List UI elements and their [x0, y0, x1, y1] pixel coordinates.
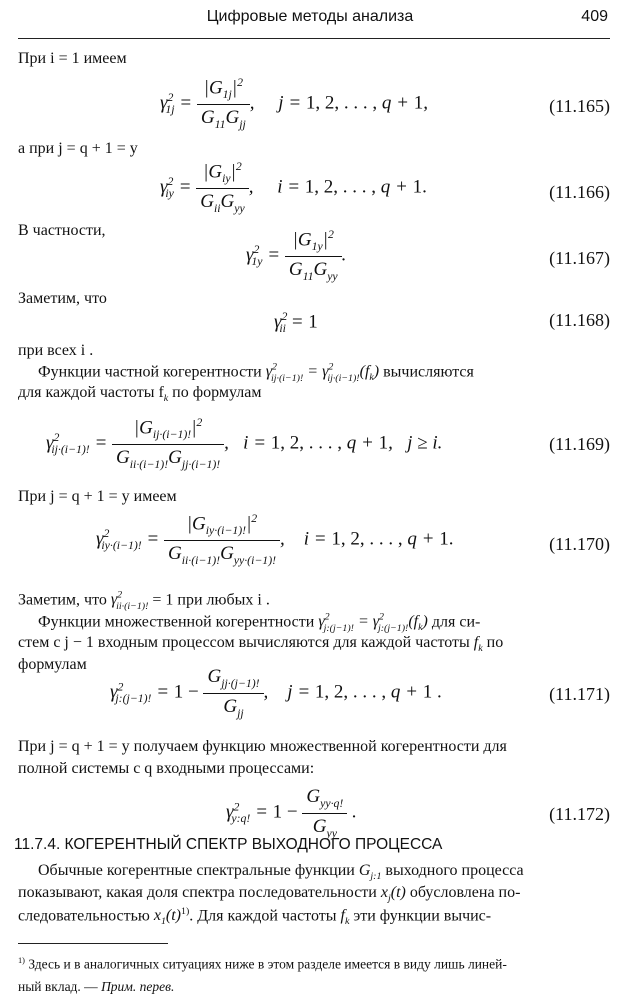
- equation-number: (11.166): [549, 182, 610, 202]
- equation-11-172: $\gamma^2_{y:q!} = 1$ − $\frac{G_{yy\cdot q!}}{G_{yy}}$ .: [226, 786, 357, 840]
- equation-11-166: $\gamma^2_{iy}$ = $\frac{|G_{iy}|^2}{G_{ii}G_{yy}}$ , i = 1, 2, . . . , q + 1.: [160, 160, 427, 215]
- equation-11-167: $\gamma^2_{1y}$ = $\frac{|G_{1y}|^2}{G_{11}G_{yy}}$ .: [246, 228, 347, 283]
- equation-11-171: $\gamma^2_{j:(j-1)!} = 1$ − $\frac{G_{jj\cdot(j-1)!}}{G_{jj}}$ , j = 1, 2, . . . , q + 1 .: [110, 666, 442, 720]
- text-line: для каждой частоты $f_k$ по формулам: [18, 384, 262, 405]
- text-line: а при j = q + 1 = y: [18, 140, 138, 157]
- text-line: полной системы с q входными процессами:: [18, 760, 315, 777]
- text-line: Заметим, что $\gamma^2_{ii\cdot(i-1)!} = 1$ при любых i .: [18, 590, 270, 612]
- text-line: формулам: [18, 656, 87, 673]
- equation-11-168: $\gamma^2_{ii} = 1$: [274, 310, 318, 336]
- equation-number: (11.165): [549, 96, 610, 116]
- page-number: 409: [581, 8, 608, 25]
- text-line: при всех i .: [18, 342, 94, 359]
- text-line: следовательностью $x_1(t)^{1)}$. Для каждой частоты $f_k$ эти функции вычис-: [18, 906, 492, 928]
- equation-11-169: $\gamma^2_{ij\cdot(i-1)!}$ = $\frac{|G_{ij\cdot(i-1)!}|^2}{G_{ii\cdot(i-1)!}G_{jj\cdot(i-1)!}}$ , i = 1, 2, . . . , q + 1, j ≥ i.: [46, 416, 443, 471]
- text-line: В частности,: [18, 222, 106, 239]
- equation-number: (11.169): [549, 434, 610, 454]
- footnote-rule: [18, 943, 168, 944]
- footnote: $^{1)}$ Здесь и в аналогичных ситуациях ниже в этом разделе имеется в виду лишь линей- ный вклад. — Прим. перев.: [18, 956, 507, 994]
- text-line: Заметим, что: [18, 290, 107, 307]
- header-rule: [18, 38, 610, 39]
- text-line: Обычные когерентные спектральные функции $G_{j:1}$ выходного процесса: [38, 862, 524, 883]
- text-line: При j = q + 1 = y получаем функцию множественной когерентности для: [18, 738, 507, 755]
- text-line: стем с j − 1 входным процессом вычисляются для каждой частоты $f_k$ по: [18, 634, 504, 655]
- equation-11-165: $\gamma^2_{1j}$ = $\frac{|G_{1j}|^2}{G_{11}G_{jj}}$ , j = 1, 2, . . . , q + 1,: [160, 76, 428, 131]
- equation-number: (11.167): [549, 248, 610, 268]
- equation-11-170: $\gamma^2_{iy\cdot(i-1)!}$ = $\frac{|G_{iy\cdot(i-1)!}|^2}{G_{ii\cdot(i-1)!}G_{yy\cdot(i-1)!}}$ , i = 1, 2, . . . , q + 1.: [96, 512, 454, 567]
- equation-number: (11.168): [549, 310, 610, 330]
- section-heading: 11.7.4. КОГЕРЕНТНЫЙ СПЕКТР ВЫХОДНОГО ПРОЦЕССА: [14, 836, 443, 853]
- equation-number: (11.170): [549, 534, 610, 554]
- text-line: При j = q + 1 = y имеем: [18, 488, 177, 505]
- text-line: показывают, какая доля спектра последовательности $x_j(t)$ обусловлена по-: [18, 884, 521, 905]
- text-line: Функции множественной когерентности $\gamma^2_{j:(j-1)!} = \gamma^2_{j:(j-1)!}(f_k)$ для си-: [38, 612, 481, 634]
- equation-number: (11.172): [549, 804, 610, 824]
- running-title: Цифровые методы анализа: [206, 8, 414, 25]
- text-line: При i = 1 имеем: [18, 50, 127, 67]
- equation-number: (11.171): [549, 684, 610, 704]
- text-line: Функции частной когерентности $\gamma^2_{ij\cdot(i-1)!} = \gamma^2_{ij\cdot(i-1)!}(f_k)$ вычисляются: [38, 362, 474, 384]
